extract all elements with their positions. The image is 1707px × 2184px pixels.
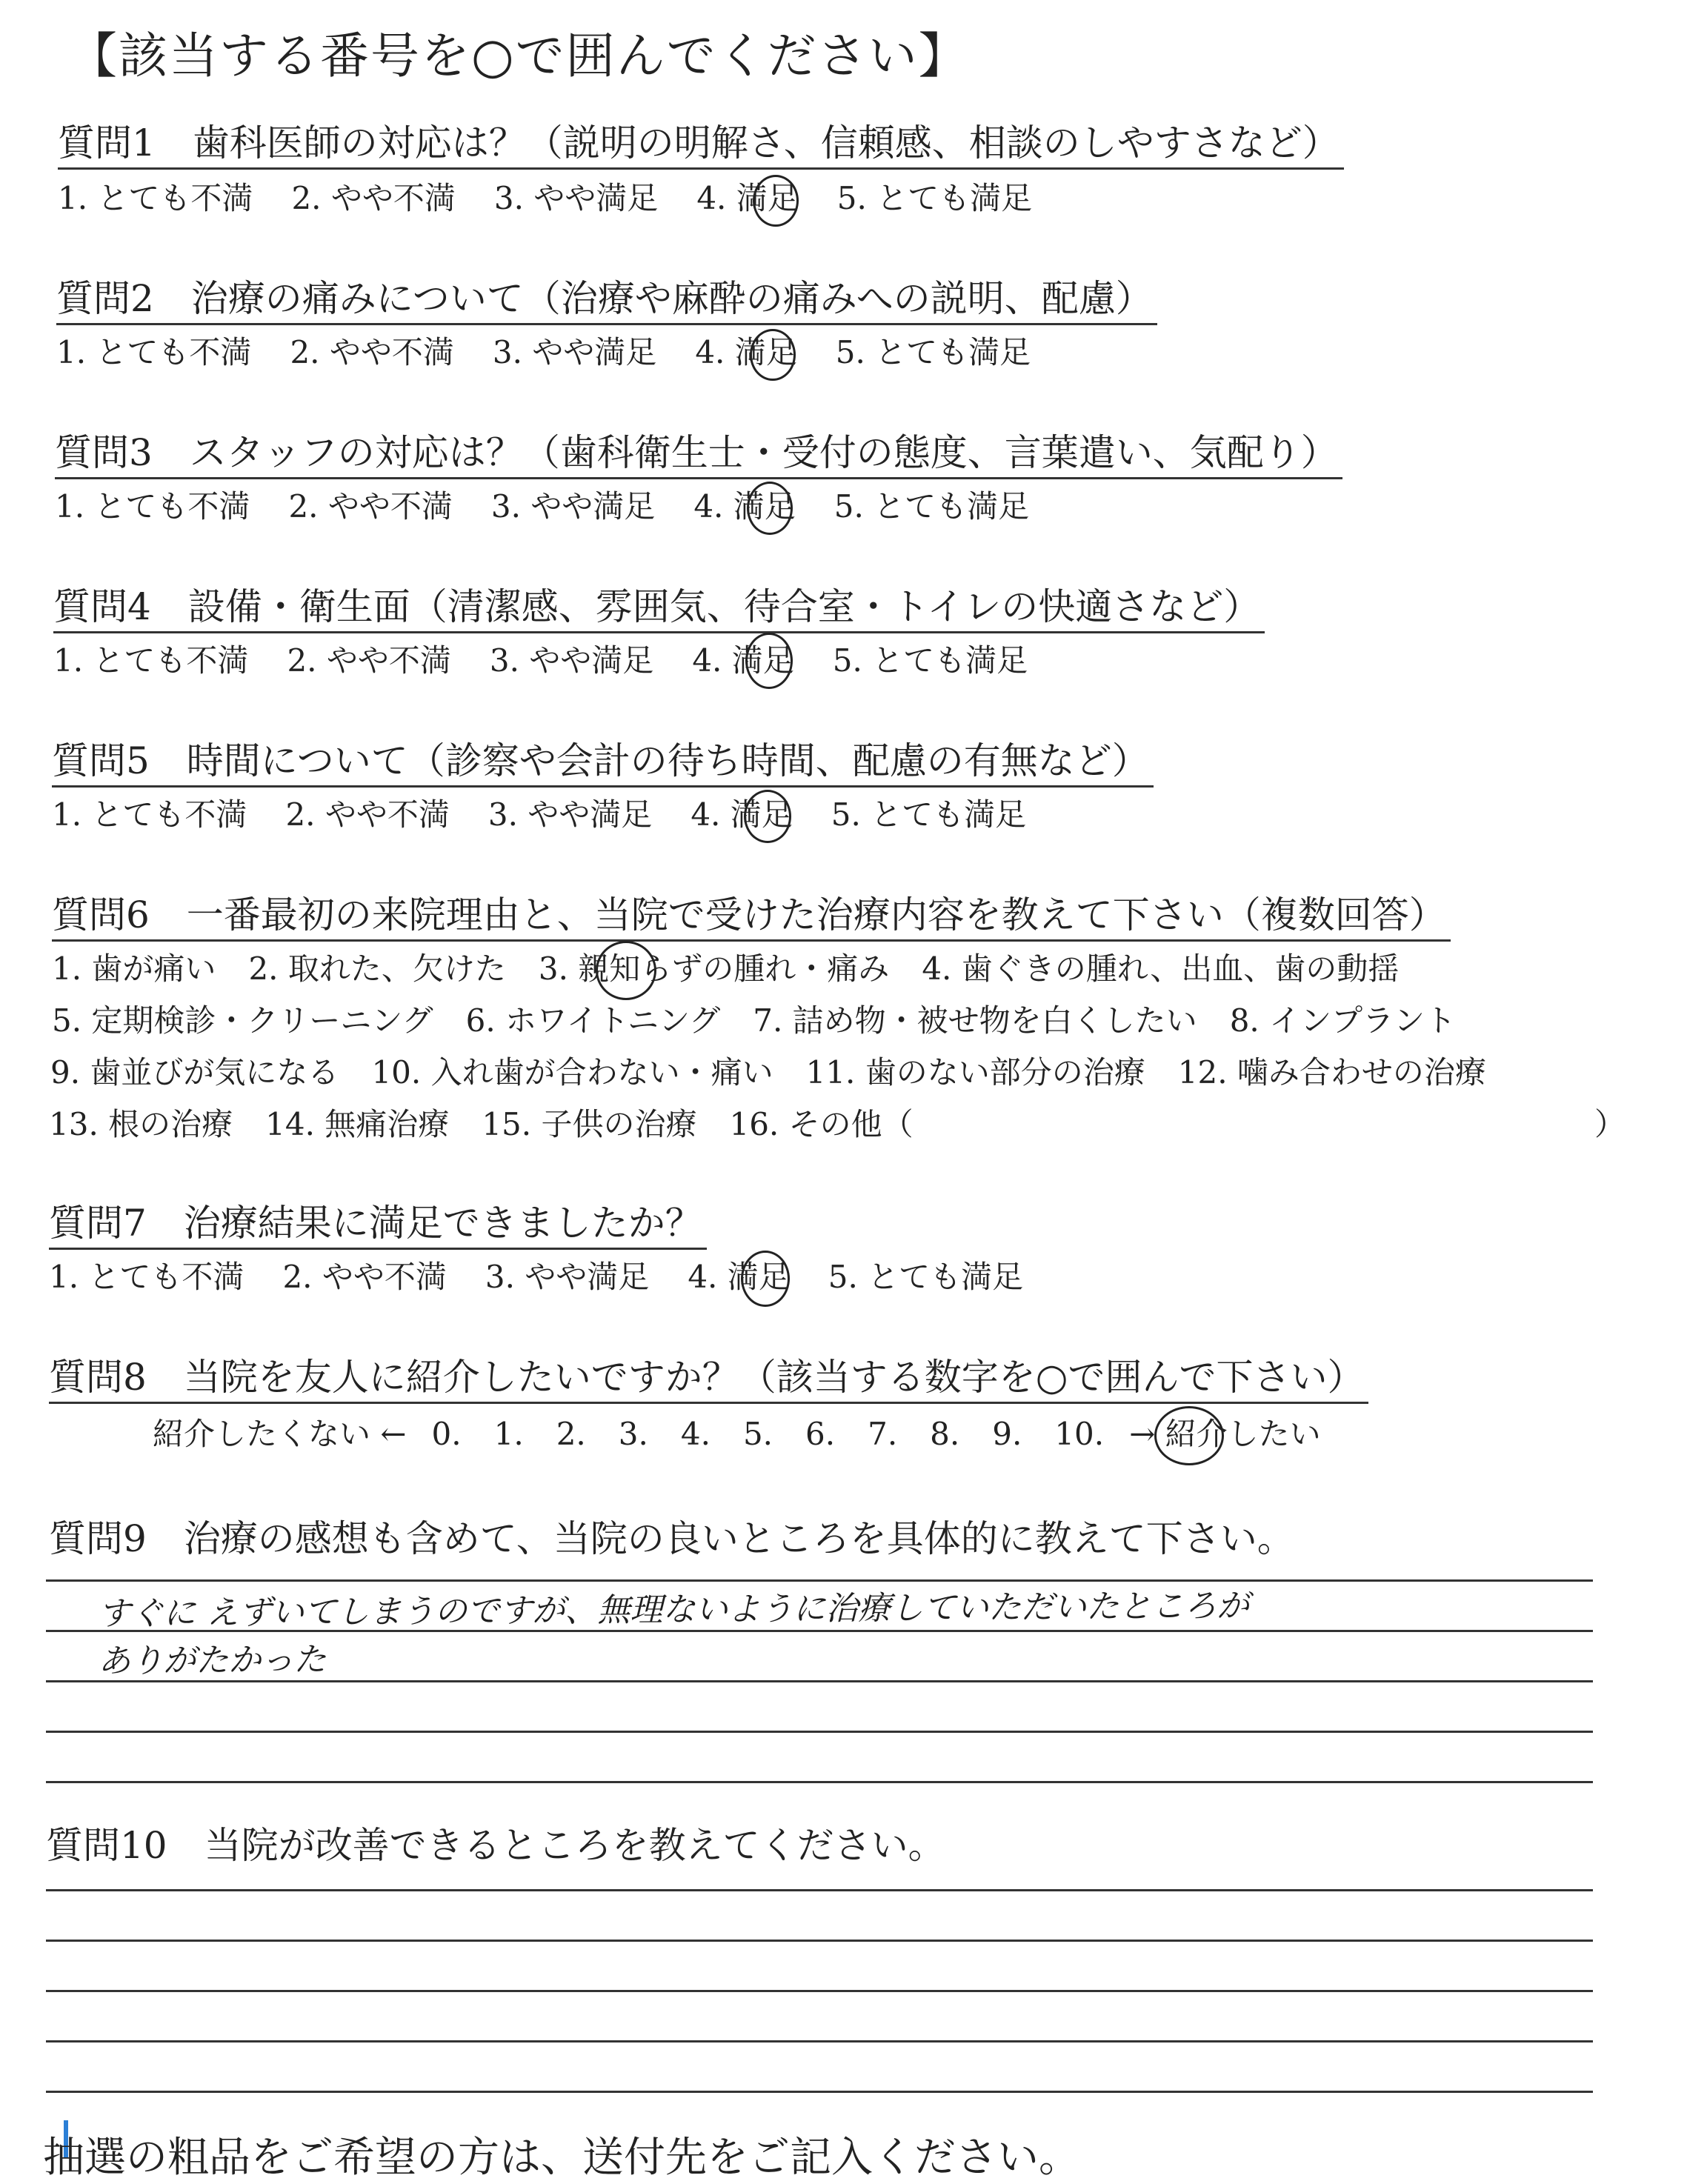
selection-circle-q5 <box>744 790 791 843</box>
question-6-title: 質問6 一番最初の来院理由と、当院で受けた治療内容を教えて下さい（複数回答） <box>52 890 1451 942</box>
option-1[interactable]: 1. とても不満 <box>52 796 247 833</box>
option-6[interactable]: 6. ホワイトニング <box>465 1002 721 1039</box>
handwritten-answer-line-1[interactable]: すぐに えずいてしまうのですが、無理ないように治療していただいたところが <box>98 1587 1250 1633</box>
option-5[interactable]: 5. とても満足 <box>831 796 1027 833</box>
option-9[interactable]: 9. 歯並びが気になる <box>50 1054 339 1091</box>
question-2-title: 質問2 治療の痛みについて（治療や麻酔の痛みへの説明、配慮） <box>56 274 1157 325</box>
answer-line <box>46 1680 1593 1682</box>
scale-left-label: 紹介したくない ← <box>153 1416 407 1452</box>
question-9-title: 質問9 治療の感想も含めて、当院の良いところを具体的に教えて下さい。 <box>49 1517 1294 1560</box>
scale-9[interactable]: 9. <box>992 1416 1022 1452</box>
option-8[interactable]: 8. インプラント <box>1229 1002 1457 1039</box>
option-3[interactable]: 3. やや満足 <box>485 1259 650 1295</box>
selection-circle-q4 <box>745 633 793 689</box>
option-4[interactable]: 4. 満足 <box>695 334 797 370</box>
option-1[interactable]: 1. とても不満 <box>53 642 249 679</box>
option-4[interactable]: 4. 満足 <box>688 1259 790 1295</box>
option-7[interactable]: 7. 詰め物・被せ物を白くしたい <box>753 1002 1197 1039</box>
option-11[interactable]: 11. 歯のない部分の治療 <box>805 1054 1145 1091</box>
recommend-scale <box>153 1414 1321 1455</box>
scale-6[interactable]: 6. <box>805 1416 836 1452</box>
option-4[interactable]: 4. 歯ぐきの腫れ、出血、歯の動揺 <box>922 950 1400 987</box>
option-3[interactable]: 3. やや満足 <box>492 334 657 370</box>
scale-7[interactable]: 7. <box>868 1416 898 1452</box>
option-2[interactable]: 2. やや不満 <box>285 796 450 833</box>
answer-line[interactable] <box>46 1889 1593 1891</box>
scale-3[interactable]: 3. <box>618 1416 648 1452</box>
option-4[interactable]: 4. 満足 <box>691 796 793 833</box>
option-3[interactable]: 3. やや満足 <box>490 488 656 525</box>
question-2-options <box>56 332 1069 373</box>
scale-right-label: → 紹介したい <box>1129 1416 1321 1452</box>
scale-0[interactable]: 0. <box>431 1416 462 1452</box>
option-12[interactable]: 12. 噛み合わせの治療 <box>1177 1054 1486 1091</box>
answer-line <box>46 1781 1593 1783</box>
option-10[interactable]: 10. 入れ歯が合わない・痛い <box>371 1054 773 1091</box>
option-1[interactable]: 1. 歯が痛い <box>52 950 216 987</box>
option-1[interactable]: 1. とても不満 <box>49 1259 244 1295</box>
option-2[interactable]: 2. やや不満 <box>291 180 456 216</box>
option-2[interactable]: 2. 取れた、欠けた <box>248 950 506 987</box>
answer-line[interactable] <box>46 2040 1593 2042</box>
selection-circle-q3 <box>747 482 793 535</box>
option-15[interactable]: 15. 子供の治療 <box>482 1106 697 1142</box>
question-3-options <box>55 486 1068 527</box>
selection-circle-q8 <box>1154 1406 1224 1465</box>
option-2[interactable]: 2. やや不満 <box>282 1259 447 1295</box>
scale-5[interactable]: 5. <box>742 1416 773 1452</box>
answer-line[interactable] <box>46 2091 1593 2093</box>
option-1[interactable]: 1. とても不満 <box>55 488 250 525</box>
answer-line <box>46 1731 1593 1733</box>
option-3[interactable]: 3. やや満足 <box>493 180 659 216</box>
option-2[interactable]: 2. やや不満 <box>290 334 454 370</box>
question-5-title: 質問5 時間について（診察や会計の待ち時間、配慮の有無など） <box>52 736 1154 788</box>
scale-8[interactable]: 8. <box>930 1416 960 1452</box>
question-6-row-2 <box>52 1000 1488 1042</box>
selection-circle-q1 <box>753 175 799 227</box>
selection-circle-q7 <box>741 1251 790 1307</box>
option-3[interactable]: 3. やや満足 <box>488 796 653 833</box>
option-4[interactable]: 4. 満足 <box>692 642 794 679</box>
scale-2[interactable]: 2. <box>556 1416 586 1452</box>
option-5[interactable]: 5. 定期検診・クリーニング <box>52 1002 433 1039</box>
option-3[interactable]: 3. 親知らずの腫れ・痛み <box>538 950 890 987</box>
option-2[interactable]: 2. やや不満 <box>288 488 453 525</box>
handwritten-answer-line-2[interactable]: ありがたかった <box>98 1640 327 1680</box>
question-4-options <box>53 640 1066 682</box>
question-6-row-1 <box>52 948 1431 990</box>
question-6-row-4 <box>49 1104 946 1145</box>
question-6-row-3 <box>50 1052 1519 1093</box>
other-close-paren: ） <box>1594 1106 1626 1142</box>
option-16[interactable]: 16. その他（ <box>729 1106 914 1142</box>
question-7-options <box>49 1256 1062 1298</box>
option-5[interactable]: 5. とても満足 <box>836 180 1033 216</box>
option-5[interactable]: 5. とても満足 <box>835 334 1031 370</box>
option-5[interactable]: 5. とても満足 <box>833 488 1030 525</box>
selection-circle-q2 <box>750 329 796 381</box>
option-4[interactable]: 4. 満足 <box>693 488 796 525</box>
question-7-title: 質問7 治療結果に満足できましたか？ <box>49 1199 707 1250</box>
scale-4[interactable]: 4. <box>680 1416 711 1452</box>
option-5[interactable]: 5. とても満足 <box>828 1259 1024 1295</box>
scale-10[interactable]: 10. <box>1054 1416 1105 1452</box>
option-13[interactable]: 13. 根の治療 <box>49 1106 233 1142</box>
answer-line[interactable] <box>46 1990 1593 1992</box>
question-10-title: 質問10 当院が改善できるところを教えてください。 <box>46 1824 945 1867</box>
question-1-title: 質問1 歯科医師の対応は？（説明の明解さ、信頼感、相談のしやすさなど） <box>58 119 1344 170</box>
option-1[interactable]: 1. とても不満 <box>56 334 252 370</box>
option-4[interactable]: 4. 満足 <box>696 180 799 216</box>
scale-1[interactable]: 1. <box>493 1416 524 1452</box>
answer-line <box>46 1630 1593 1632</box>
question-8-title: 質問8 当院を友人に紹介したいですか？（該当する数字を○で囲んで下さい） <box>49 1353 1368 1404</box>
selection-circle-q6 <box>596 941 656 1000</box>
footer-instruction: 抽選の粗品をご希望の方は、送付先をご記入ください。 <box>43 2134 1080 2182</box>
question-5-options <box>52 794 1065 836</box>
answer-line[interactable] <box>46 1940 1593 1942</box>
option-2[interactable]: 2. やや不満 <box>287 642 451 679</box>
option-1[interactable]: 1. とても不満 <box>58 180 253 216</box>
question-4-title: 質問4 設備・衛生面（清潔感、雰囲気、待合室・トイレの快適さなど） <box>53 582 1265 633</box>
option-14[interactable]: 14. 無痛治療 <box>265 1106 450 1142</box>
page-title: 【該当する番号を○で囲んでください】 <box>68 27 969 84</box>
option-5[interactable]: 5. とても満足 <box>832 642 1028 679</box>
question-3-title: 質問3 スタッフの対応は？（歯科衛生士・受付の態度、言葉遣い、気配り） <box>55 428 1342 479</box>
question-1-options <box>58 178 1071 219</box>
option-3[interactable]: 3. やや満足 <box>489 642 654 679</box>
